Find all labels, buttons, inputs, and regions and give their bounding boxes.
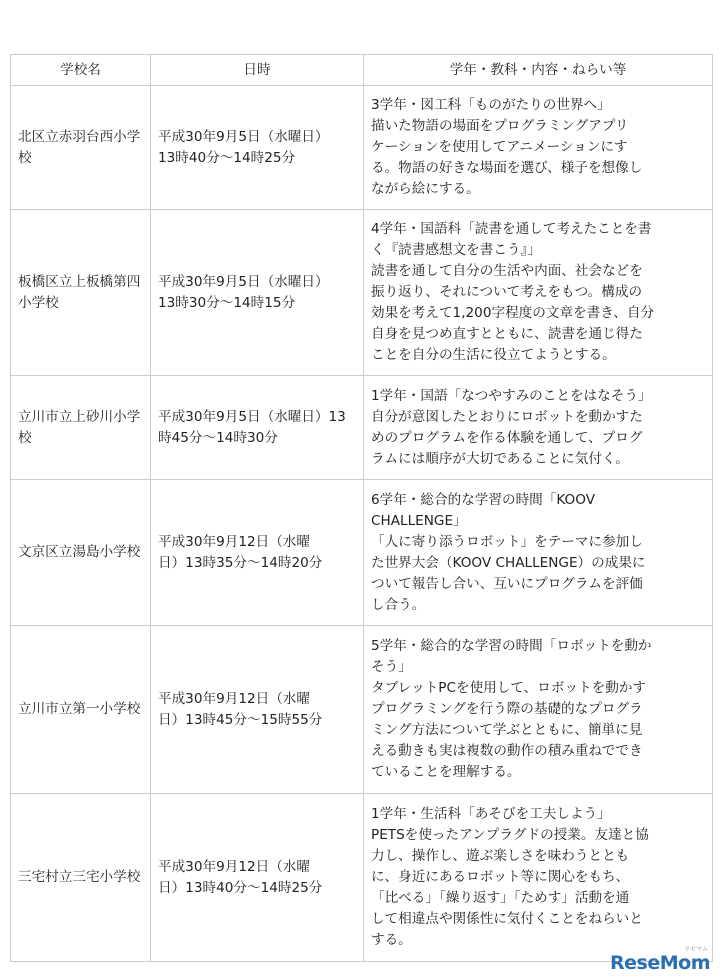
table-header-row xyxy=(11,55,713,86)
resemom-watermark-logo xyxy=(610,944,710,974)
header-grade-subject-content: 学年・教科・内容・ねらい等 xyxy=(364,55,713,86)
date-time-cell: 平成30年9月5日（水曜日） 13時40分～14時25分 xyxy=(151,86,364,210)
table-row xyxy=(11,794,713,962)
date-time-cell: 平成30年9月12日（水曜 日）13時35分～14時20分 xyxy=(151,480,364,626)
table-row xyxy=(11,626,713,794)
table-row xyxy=(11,210,713,376)
table-row xyxy=(11,376,713,480)
description-cell: 3学年・図工科「ものがたりの世界へ」 描いた物語の場面をプログラミングアプリ ケーションを使用してアニメーションにす る。物語の好きな場面を選び、様子を想像し ながら絵にする。 xyxy=(364,86,713,210)
description-cell: 5学年・総合的な学習の時間「ロボットを動か そう」 タブレットPCを使用して、ロボットを動かす プログラミングを行う際の基礎的なプログラ ミング方法について学ぶとともに、簡単に見 える動きも実は複数の動作の積み重ねででき ていることを理解する。 xyxy=(364,626,713,794)
school-name-cell: 板橋区立上板橋第四 小学校 xyxy=(11,210,151,376)
description-cell: 1学年・国語「なつやすみのことをはなそう」 自分が意図したとおりにロボットを動かすた めのプログラムを作る体験を通して、プログ ラムには順序が大切であることに気付く。 xyxy=(364,376,713,480)
header-date-time: 日時 xyxy=(151,55,364,86)
logo-subtext: リセマム xyxy=(684,946,708,953)
date-time-cell: 平成30年9月12日（水曜 日）13時45分～15時55分 xyxy=(151,626,364,794)
description-cell: 4学年・国語科「読書を通して考えたことを書 く『読書感想文を書こう』」 読書を通して自分の生活や内面、社会などを 振り返り、それについて考えをもつ。構成の 効果を考えて1,200字程度の文章を書き、自分 自身を見つめ直すとともに、読書を通じ得た ことを自分の生活に役立てようとする。 xyxy=(364,210,713,376)
date-time-cell: 平成30年9月5日（水曜日）13 時45分～14時30分 xyxy=(151,376,364,480)
header-school-name: 学校名 xyxy=(11,55,151,86)
school-name-cell: 文京区立湯島小学校 xyxy=(11,480,151,626)
school-name-cell: 立川市立上砂川小学 校 xyxy=(11,376,151,480)
school-name-cell: 北区立赤羽台西小学 校 xyxy=(11,86,151,210)
school-name-cell: 立川市立第一小学校 xyxy=(11,626,151,794)
logo-text: ReseMom xyxy=(610,952,710,974)
description-cell: 1学年・生活科「あそびを工夫しよう」 PETSを使ったアンプラグドの授業。友達と協 力し、操作し、遊ぶ楽しさを味わうととも に、身近にあるロボット等に関心をもち、 「比べる」「繰り返す」「ためす」活動を通 して相違点や関係性に気付くことをねらいと する。 xyxy=(364,794,713,962)
school-schedule-table xyxy=(10,54,713,962)
date-time-cell: 平成30年9月12日（水曜 日）13時40分～14時25分 xyxy=(151,794,364,962)
description-cell: 6学年・総合的な学習の時間「KOOV CHALLENGE」 「人に寄り添うロボット」をテーマに参加し た世界大会（KOOV CHALLENGE）の成果に ついて報告し合い、互いにプログラムを評価 し合う。 xyxy=(364,480,713,626)
table-row xyxy=(11,86,713,210)
date-time-cell: 平成30年9月5日（水曜日） 13時30分～14時15分 xyxy=(151,210,364,376)
school-name-cell: 三宅村立三宅小学校 xyxy=(11,794,151,962)
table-row xyxy=(11,480,713,626)
